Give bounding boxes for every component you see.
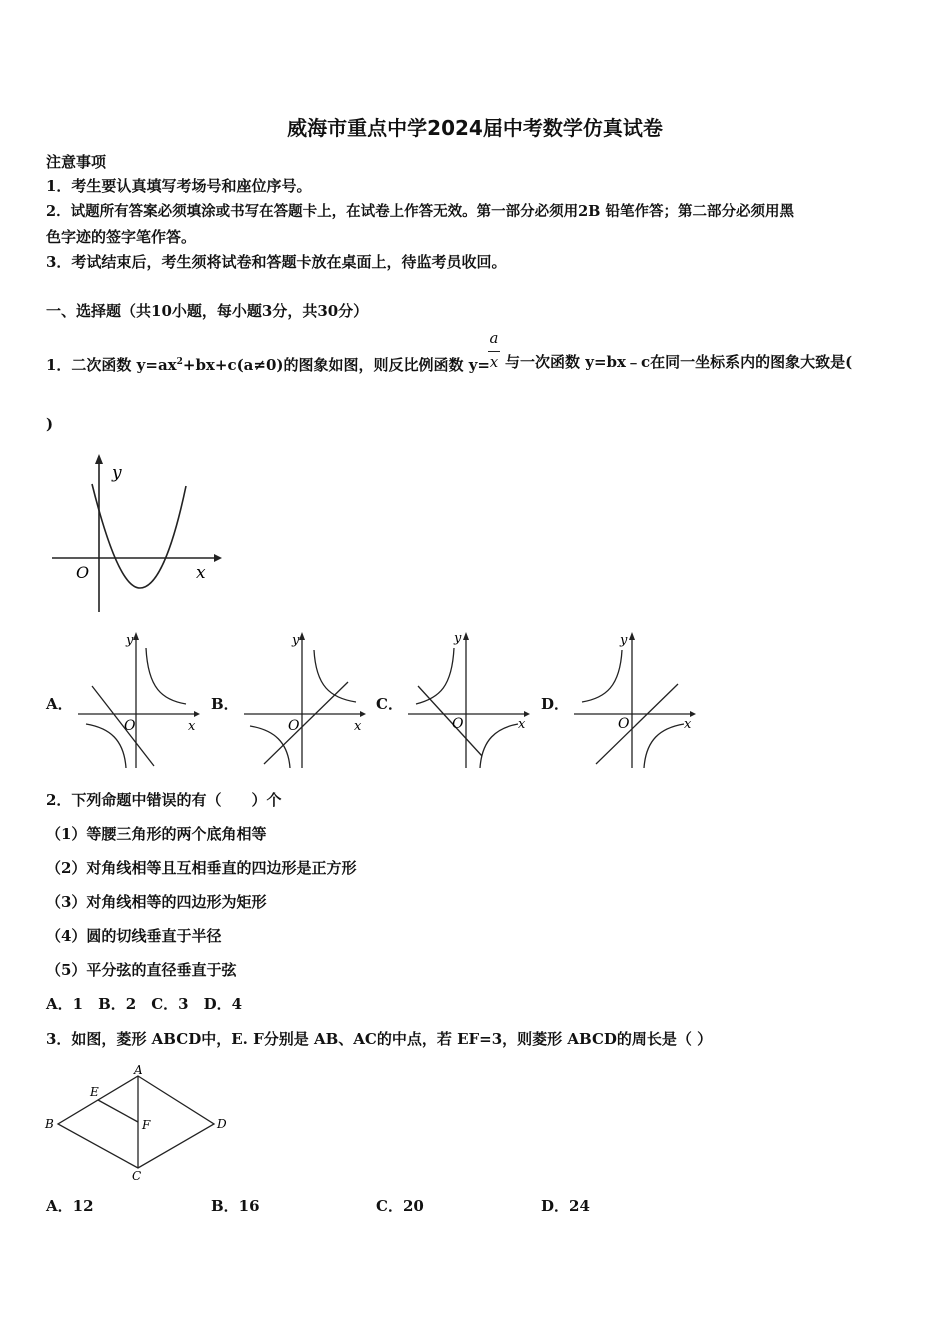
x-axis-arrow-icon <box>194 711 200 717</box>
q1-option-b-graph[interactable] <box>240 628 370 773</box>
x-label: x <box>188 719 196 734</box>
hyperbola-branch <box>146 648 186 704</box>
point-e-label: E <box>90 1085 99 1099</box>
q1-exponent: 2 <box>176 357 183 367</box>
q1-stem-close: ) <box>46 415 54 433</box>
q1-stem-b: +bx+c(a≠0)的图象如图，则反比例函数 y= <box>182 356 491 374</box>
q3-stem: 3．如图，菱形 ABCD中，E. F分别是 AB、AC的中点，若 EF=3，则菱形 ABCD的周长是（ ） <box>46 1030 713 1048</box>
q1-frac-line <box>488 351 500 352</box>
y-axis-arrow-icon <box>463 632 469 640</box>
q2-item: （3）对角线相等的四边形为矩形 <box>46 893 267 911</box>
origin-label: O <box>618 716 630 732</box>
point-a-label: A <box>134 1063 143 1077</box>
q3-option-c[interactable]: C．20 <box>376 1197 424 1215</box>
y-label: y <box>126 633 134 648</box>
q3-option-a[interactable]: A．12 <box>46 1197 94 1215</box>
linear-line <box>264 682 348 764</box>
hyperbola-branch <box>416 648 454 704</box>
y-label: y <box>454 631 462 646</box>
y-axis-arrow-icon <box>629 632 635 640</box>
y-axis-arrow-icon <box>95 454 103 464</box>
q2-item: （1）等腰三角形的两个底角相等 <box>46 825 267 843</box>
y-label: y <box>620 633 628 648</box>
hyperbola-branch <box>582 650 622 702</box>
q3-rhombus-figure <box>44 1064 244 1184</box>
hyperbola-branch <box>480 724 518 768</box>
q1-stem-c: 与一次函数 y=bx﹣c在同一坐标系内的图象大致是( <box>505 353 853 371</box>
origin-label: O <box>288 718 300 734</box>
x-axis-arrow-icon <box>360 711 366 717</box>
y-axis-arrow-icon <box>299 632 305 640</box>
q2-options[interactable]: A．1 B．2 C．3 D．4 <box>46 995 243 1013</box>
point-c-label: C <box>132 1169 142 1183</box>
q2-item: （4）圆的切线垂直于半径 <box>46 927 222 945</box>
q1-option-b-label[interactable]: B． <box>211 695 239 713</box>
q1-stem <box>46 352 490 375</box>
point-d-label: D <box>217 1117 227 1131</box>
notice-item: 1．考生要认真填写考场号和座位序号。 <box>46 177 312 195</box>
q1-option-c-graph[interactable] <box>404 628 534 773</box>
q3-option-d[interactable]: D．24 <box>541 1197 590 1215</box>
rhombus-abcd <box>58 1076 214 1168</box>
q1-frac-numerator: a <box>489 329 499 347</box>
section-heading: 一、选择题（共10小题，每小题3分，共30分） <box>46 302 369 320</box>
linear-line <box>418 686 482 756</box>
x-label: x <box>196 563 206 583</box>
parabola-curve <box>92 484 186 588</box>
q1-option-a-label[interactable]: A． <box>46 695 73 713</box>
q2-item: （2）对角线相等且互相垂直的四边形是正方形 <box>46 859 357 877</box>
x-label: x <box>354 719 362 734</box>
origin-label: O <box>452 716 464 732</box>
y-axis-arrow-icon <box>133 632 139 640</box>
hyperbola-branch <box>644 724 684 768</box>
y-label: y <box>292 633 300 648</box>
origin-label: O <box>76 563 90 582</box>
segment-ef <box>98 1100 138 1122</box>
notice-item: 2．试题所有答案必须填涂或书写在答题卡上，在试卷上作答无效。第一部分必须用2B 铅笔作答；第二部分必须用黑 <box>46 203 794 220</box>
point-b-label: B <box>45 1117 54 1131</box>
notice-heading: 注意事项 <box>46 153 107 171</box>
x-label: x <box>518 717 526 732</box>
page-title: 威海市重点中学2024届中考数学仿真试卷 <box>287 116 663 140</box>
hyperbola-branch <box>86 724 126 768</box>
q1-option-d-graph[interactable] <box>570 628 700 773</box>
notice-item: 3．考试结束后，考生须将试卷和答题卡放在桌面上，待监考员收回。 <box>46 253 507 271</box>
origin-label: O <box>124 718 136 734</box>
linear-line <box>596 684 678 764</box>
hyperbola-branch <box>250 726 290 768</box>
q1-stem-a: 1．二次函数 y=ax <box>46 356 177 374</box>
q1-parabola-graph <box>46 450 226 620</box>
q3-option-b[interactable]: B．16 <box>211 1197 260 1215</box>
point-f-label: F <box>142 1118 151 1132</box>
q1-option-d-label[interactable]: D． <box>541 695 570 713</box>
notice-item: 色字迹的签字笔作答。 <box>46 228 197 246</box>
q1-frac-denominator: x <box>489 353 499 371</box>
q1-option-c-label[interactable]: C． <box>376 695 403 713</box>
q2-item: （5）平分弦的直径垂直于弦 <box>46 961 237 979</box>
q2-stem: 2．下列命题中错误的有（ ）个 <box>46 791 282 809</box>
x-label: x <box>684 717 692 732</box>
q1-option-a-graph[interactable] <box>74 628 204 773</box>
x-axis-arrow-icon <box>214 554 222 562</box>
y-label: y <box>112 463 122 483</box>
